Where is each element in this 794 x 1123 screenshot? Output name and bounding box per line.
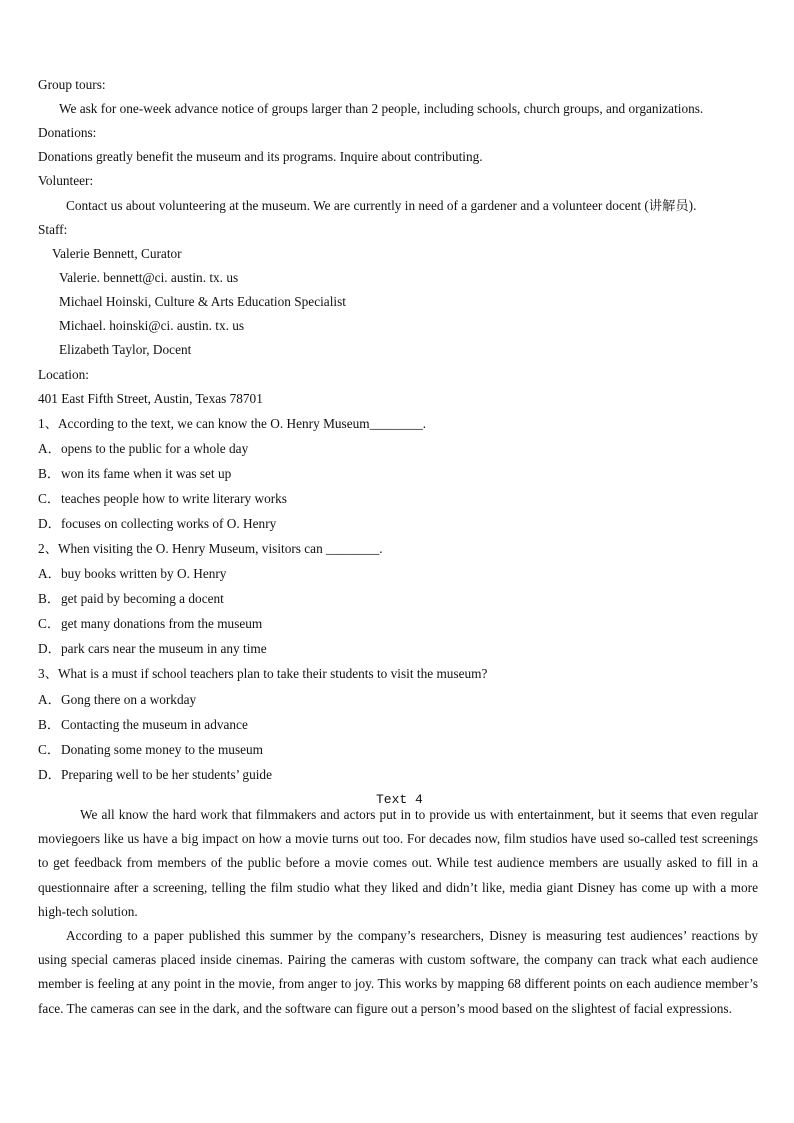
question-3-stem: 3、What is a must if school teachers plan to take their students to visit the museum? — [38, 666, 488, 681]
option-text: opens to the public for a whole day — [61, 441, 249, 456]
staff-specialist-email: Michael. hoinski@ci. austin. tx. us — [59, 318, 245, 333]
option-letter: B． — [38, 466, 61, 481]
option-text: get paid by becoming a docent — [61, 591, 224, 606]
option-text: won its fame when it was set up — [61, 466, 232, 481]
staff-specialist: Michael Hoinski, Culture & Arts Education Specialist — [59, 294, 346, 309]
location-heading: Location: — [38, 367, 89, 382]
option-letter: A． — [38, 441, 61, 456]
paragraph-text: We all know the hard work that filmmakers and actors put in to provide us with entertainment, but it seems that even regular moviegoers like us have a big impact on how a movie turns out too. For decades now, film studios have used so-called test screenings to get feedback from members of the public before a movie comes out. While test audience members are usually asked to fill in a questionnaire after a screening, telling the film studio what they liked and didn’t like, media giant Disney has come up with a more high-tech solution. — [38, 807, 758, 919]
option-letter: D． — [38, 516, 61, 531]
question-3-option-a — [38, 692, 196, 708]
option-letter: A． — [38, 566, 61, 581]
question-1-option-a — [38, 441, 248, 457]
option-letter: B． — [38, 717, 61, 732]
group-tours-text: We ask for one-week advance notice of groups larger than 2 people, including schools, church groups, and organizations. — [59, 101, 704, 116]
question-3-option-b — [38, 717, 248, 733]
option-text: buy books written by O. Henry — [61, 566, 227, 581]
question-2-option-b — [38, 591, 224, 607]
group-tours-heading: Group tours: — [38, 77, 106, 92]
option-letter: D． — [38, 641, 61, 656]
location-text: 401 East Fifth Street, Austin, Texas 78701 — [38, 391, 263, 406]
volunteer-heading: Volunteer: — [38, 173, 94, 188]
question-3-option-c — [38, 742, 263, 758]
text4-title: Text 4 — [376, 792, 423, 807]
option-text: Contacting the museum in advance — [61, 717, 248, 732]
option-text: teaches people how to write literary works — [61, 491, 287, 506]
question-1-option-c — [38, 491, 287, 507]
option-text: get many donations from the museum — [61, 616, 263, 631]
option-text: park cars near the museum in any time — [61, 641, 267, 656]
option-text: focuses on collecting works of O. Henry — [61, 516, 277, 531]
option-letter: C． — [38, 742, 61, 757]
volunteer-text: Contact us about volunteering at the museum. We are currently in need of a gardener and a volunteer docent (讲解员). — [66, 198, 697, 213]
staff-docent: Elizabeth Taylor, Docent — [59, 342, 192, 357]
option-text: Donating some money to the museum — [61, 742, 264, 757]
text4-paragraph-1 — [38, 803, 758, 924]
question-2-option-c — [38, 616, 262, 632]
staff-curator-email: Valerie. bennett@ci. austin. tx. us — [59, 270, 239, 285]
option-letter: B． — [38, 591, 61, 606]
question-1-option-d — [38, 516, 276, 532]
question-2-stem: 2、When visiting the O. Henry Museum, visitors can ________. — [38, 541, 383, 556]
question-1-option-b — [38, 466, 231, 482]
option-letter: C． — [38, 616, 61, 631]
option-letter: A． — [38, 692, 61, 707]
question-2-option-a — [38, 566, 226, 582]
question-1-stem: 1、According to the text, we can know the O. Henry Museum________. — [38, 416, 427, 431]
option-letter: D． — [38, 767, 61, 782]
paragraph-text: According to a paper published this summer by the company’s researchers, Disney is measuring test audiences’ reactions by using special cameras placed inside cinemas. Pairing the cameras with custom software, the company can track what each audience member is feeling at any point in the movie, from anger to joy. This works by mapping 68 different points on each audience member’s face. The cameras can see in the dark, and the software can figure out a person’s mood based on the slightest of facial expressions. — [38, 928, 758, 1016]
staff-curator: Valerie Bennett, Curator — [52, 246, 182, 261]
option-text: Gong there on a workday — [61, 692, 197, 707]
question-2-option-d — [38, 641, 267, 657]
question-3-option-d — [38, 767, 272, 783]
text4-paragraph-2 — [38, 924, 758, 1021]
donations-text: Donations greatly benefit the museum and its programs. Inquire about contributing. — [38, 149, 483, 164]
donations-heading: Donations: — [38, 125, 97, 140]
option-letter: C． — [38, 491, 61, 506]
staff-heading: Staff: — [38, 222, 68, 237]
option-text: Preparing well to be her students’ guide — [61, 767, 272, 782]
